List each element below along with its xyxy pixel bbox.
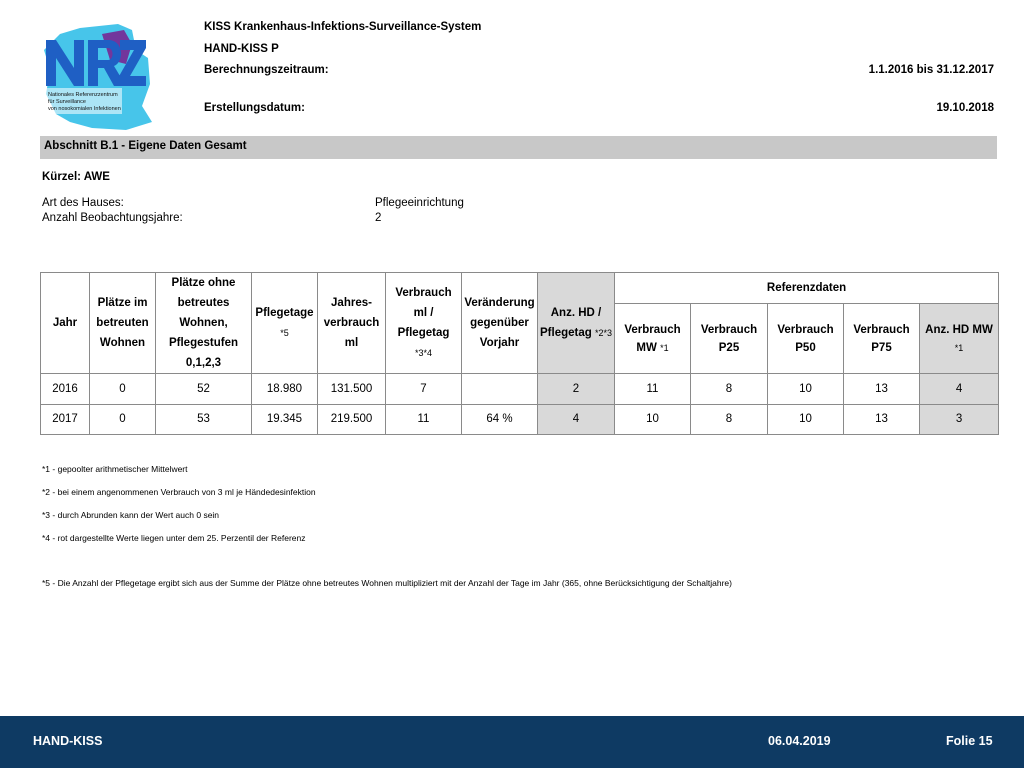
art-value: Pflegeeinrichtung (375, 197, 464, 209)
col-header-ref-mw (615, 304, 691, 374)
cell-anz-hd: 2 (538, 374, 615, 405)
period-label: Berechnungszeitraum: (204, 64, 329, 76)
footnote-5: *5 - Die Anzahl der Pflegetage ergibt sich aus der Summe der Plätze ohne betreutes Wohnen multipliziert mit der Anzahl der Tage im Jahr (365, ohne Berücksichtigung der Schaltjahre) (42, 578, 732, 588)
cell-ref-p25: 8 (691, 404, 768, 435)
cell-jahr: 2016 (41, 374, 90, 405)
col-header-pflegetage-label: Pflegetage (255, 307, 314, 319)
col-header-jahresverbrauch: Jahres-verbrauch ml (318, 273, 386, 374)
nrz-logo (40, 24, 152, 130)
logo-line-2: für Surveillance (48, 99, 86, 105)
col-header-ref-anz-hd-mw-note: *1 (954, 342, 964, 353)
cell-ref-p75: 13 (844, 374, 920, 405)
footer-date: 06.04.2019 (768, 734, 831, 748)
cell-jahresverbrauch: 131.500 (318, 374, 386, 405)
col-header-pflegetage (252, 273, 318, 374)
footnote-3: *3 - durch Abrunden kann der Wert auch 0 sein (42, 510, 220, 520)
col-header-verbrauch-ml-note: *3*4 (414, 348, 432, 358)
date-value: 19.10.2018 (936, 102, 994, 114)
cell-plaetze-ohne: 52 (156, 374, 252, 405)
col-header-plaetze-ohne: Plätze ohne betreutes Wohnen, Pflegestufen 0,1,2,3 (156, 273, 252, 374)
cell-ref-p25: 8 (691, 374, 768, 405)
col-header-ref-mw-label: Verbrauch MW (624, 323, 681, 354)
cell-verbrauch-ml: 7 (386, 374, 462, 405)
cell-ref-p75: 13 (844, 404, 920, 435)
table-row (41, 374, 999, 405)
cell-veraenderung (462, 374, 538, 405)
footnote-4: *4 - rot dargestellte Werte liegen unter dem 25. Perzentil der Referenz (42, 533, 306, 543)
system-title: KISS Krankenhaus-Infektions-Surveillance-System (204, 21, 482, 33)
col-header-verbrauch-ml (386, 273, 462, 374)
col-header-ref-p75: Verbrauch P75 (844, 304, 920, 374)
nrz-logo-graphic (40, 24, 152, 130)
col-header-anz-hd-label: Anz. HD / Pflegetag (540, 307, 602, 339)
jahre-label: Anzahl Beobachtungsjahre: (42, 212, 183, 224)
cell-plaetze-ohne: 53 (156, 404, 252, 435)
kuerzel: Kürzel: AWE (42, 171, 110, 183)
footer-slide-number: Folie 15 (946, 734, 993, 748)
col-header-jahr: Jahr (41, 273, 90, 374)
module-title: HAND-KISS P (204, 43, 279, 55)
cell-anz-hd: 4 (538, 404, 615, 435)
col-header-plaetze-betreut: Plätze im betreuten Wohnen (90, 273, 156, 374)
col-header-ref-anz-hd-mw-label: Anz. HD MW (925, 323, 993, 336)
col-header-anz-hd-note: *2*3 (594, 328, 612, 338)
cell-verbrauch-ml: 11 (386, 404, 462, 435)
cell-ref-p50: 10 (768, 374, 844, 405)
period-value: 1.1.2016 bis 31.12.2017 (868, 64, 994, 76)
col-header-ref-anz-hd-mw (920, 304, 999, 374)
cell-jahr: 2017 (41, 404, 90, 435)
col-header-ref-p25: Verbrauch P25 (691, 304, 768, 374)
cell-veraenderung: 64 % (462, 404, 538, 435)
cell-pflegetage: 19.345 (252, 404, 318, 435)
footer-left-label: HAND-KISS (33, 734, 103, 748)
col-header-ref-p50: Verbrauch P50 (768, 304, 844, 374)
cell-plaetze-betreut: 0 (90, 404, 156, 435)
cell-ref-anz-hd-mw: 4 (920, 374, 999, 405)
section-title: Abschnitt B.1 - Eigene Daten Gesamt (44, 140, 247, 152)
cell-ref-anz-hd-mw: 3 (920, 404, 999, 435)
table-row (41, 404, 999, 435)
data-table (40, 272, 999, 435)
col-header-anz-hd (538, 273, 615, 374)
col-header-ref-mw-note: *1 (660, 342, 669, 353)
cell-jahresverbrauch: 219.500 (318, 404, 386, 435)
cell-ref-mw: 11 (615, 374, 691, 405)
cell-ref-mw: 10 (615, 404, 691, 435)
col-header-referenzdaten: Referenzdaten (615, 273, 999, 304)
section-header (40, 136, 997, 159)
col-header-pflegetage-note: *5 (280, 328, 289, 338)
art-label: Art des Hauses: (42, 197, 124, 209)
logo-line-1: Nationales Referenzzentrum (48, 92, 118, 98)
footnote-1: *1 - gepoolter arithmetischer Mittelwert (42, 464, 188, 474)
cell-plaetze-betreut: 0 (90, 374, 156, 405)
jahre-value: 2 (375, 212, 382, 224)
col-header-veraenderung: Veränderung gegenüber Vorjahr (462, 273, 538, 374)
footer-bar (0, 716, 1024, 768)
date-label: Erstellungsdatum: (204, 102, 305, 114)
logo-line-3: von nosokomialen Infektionen (48, 106, 121, 112)
cell-pflegetage: 18.980 (252, 374, 318, 405)
cell-ref-p50: 10 (768, 404, 844, 435)
col-header-verbrauch-ml-label: Verbrauch ml / Pflegetag (395, 287, 452, 339)
footnote-2: *2 - bei einem angenommenen Verbrauch von 3 ml je Händedesinfektion (42, 487, 316, 497)
